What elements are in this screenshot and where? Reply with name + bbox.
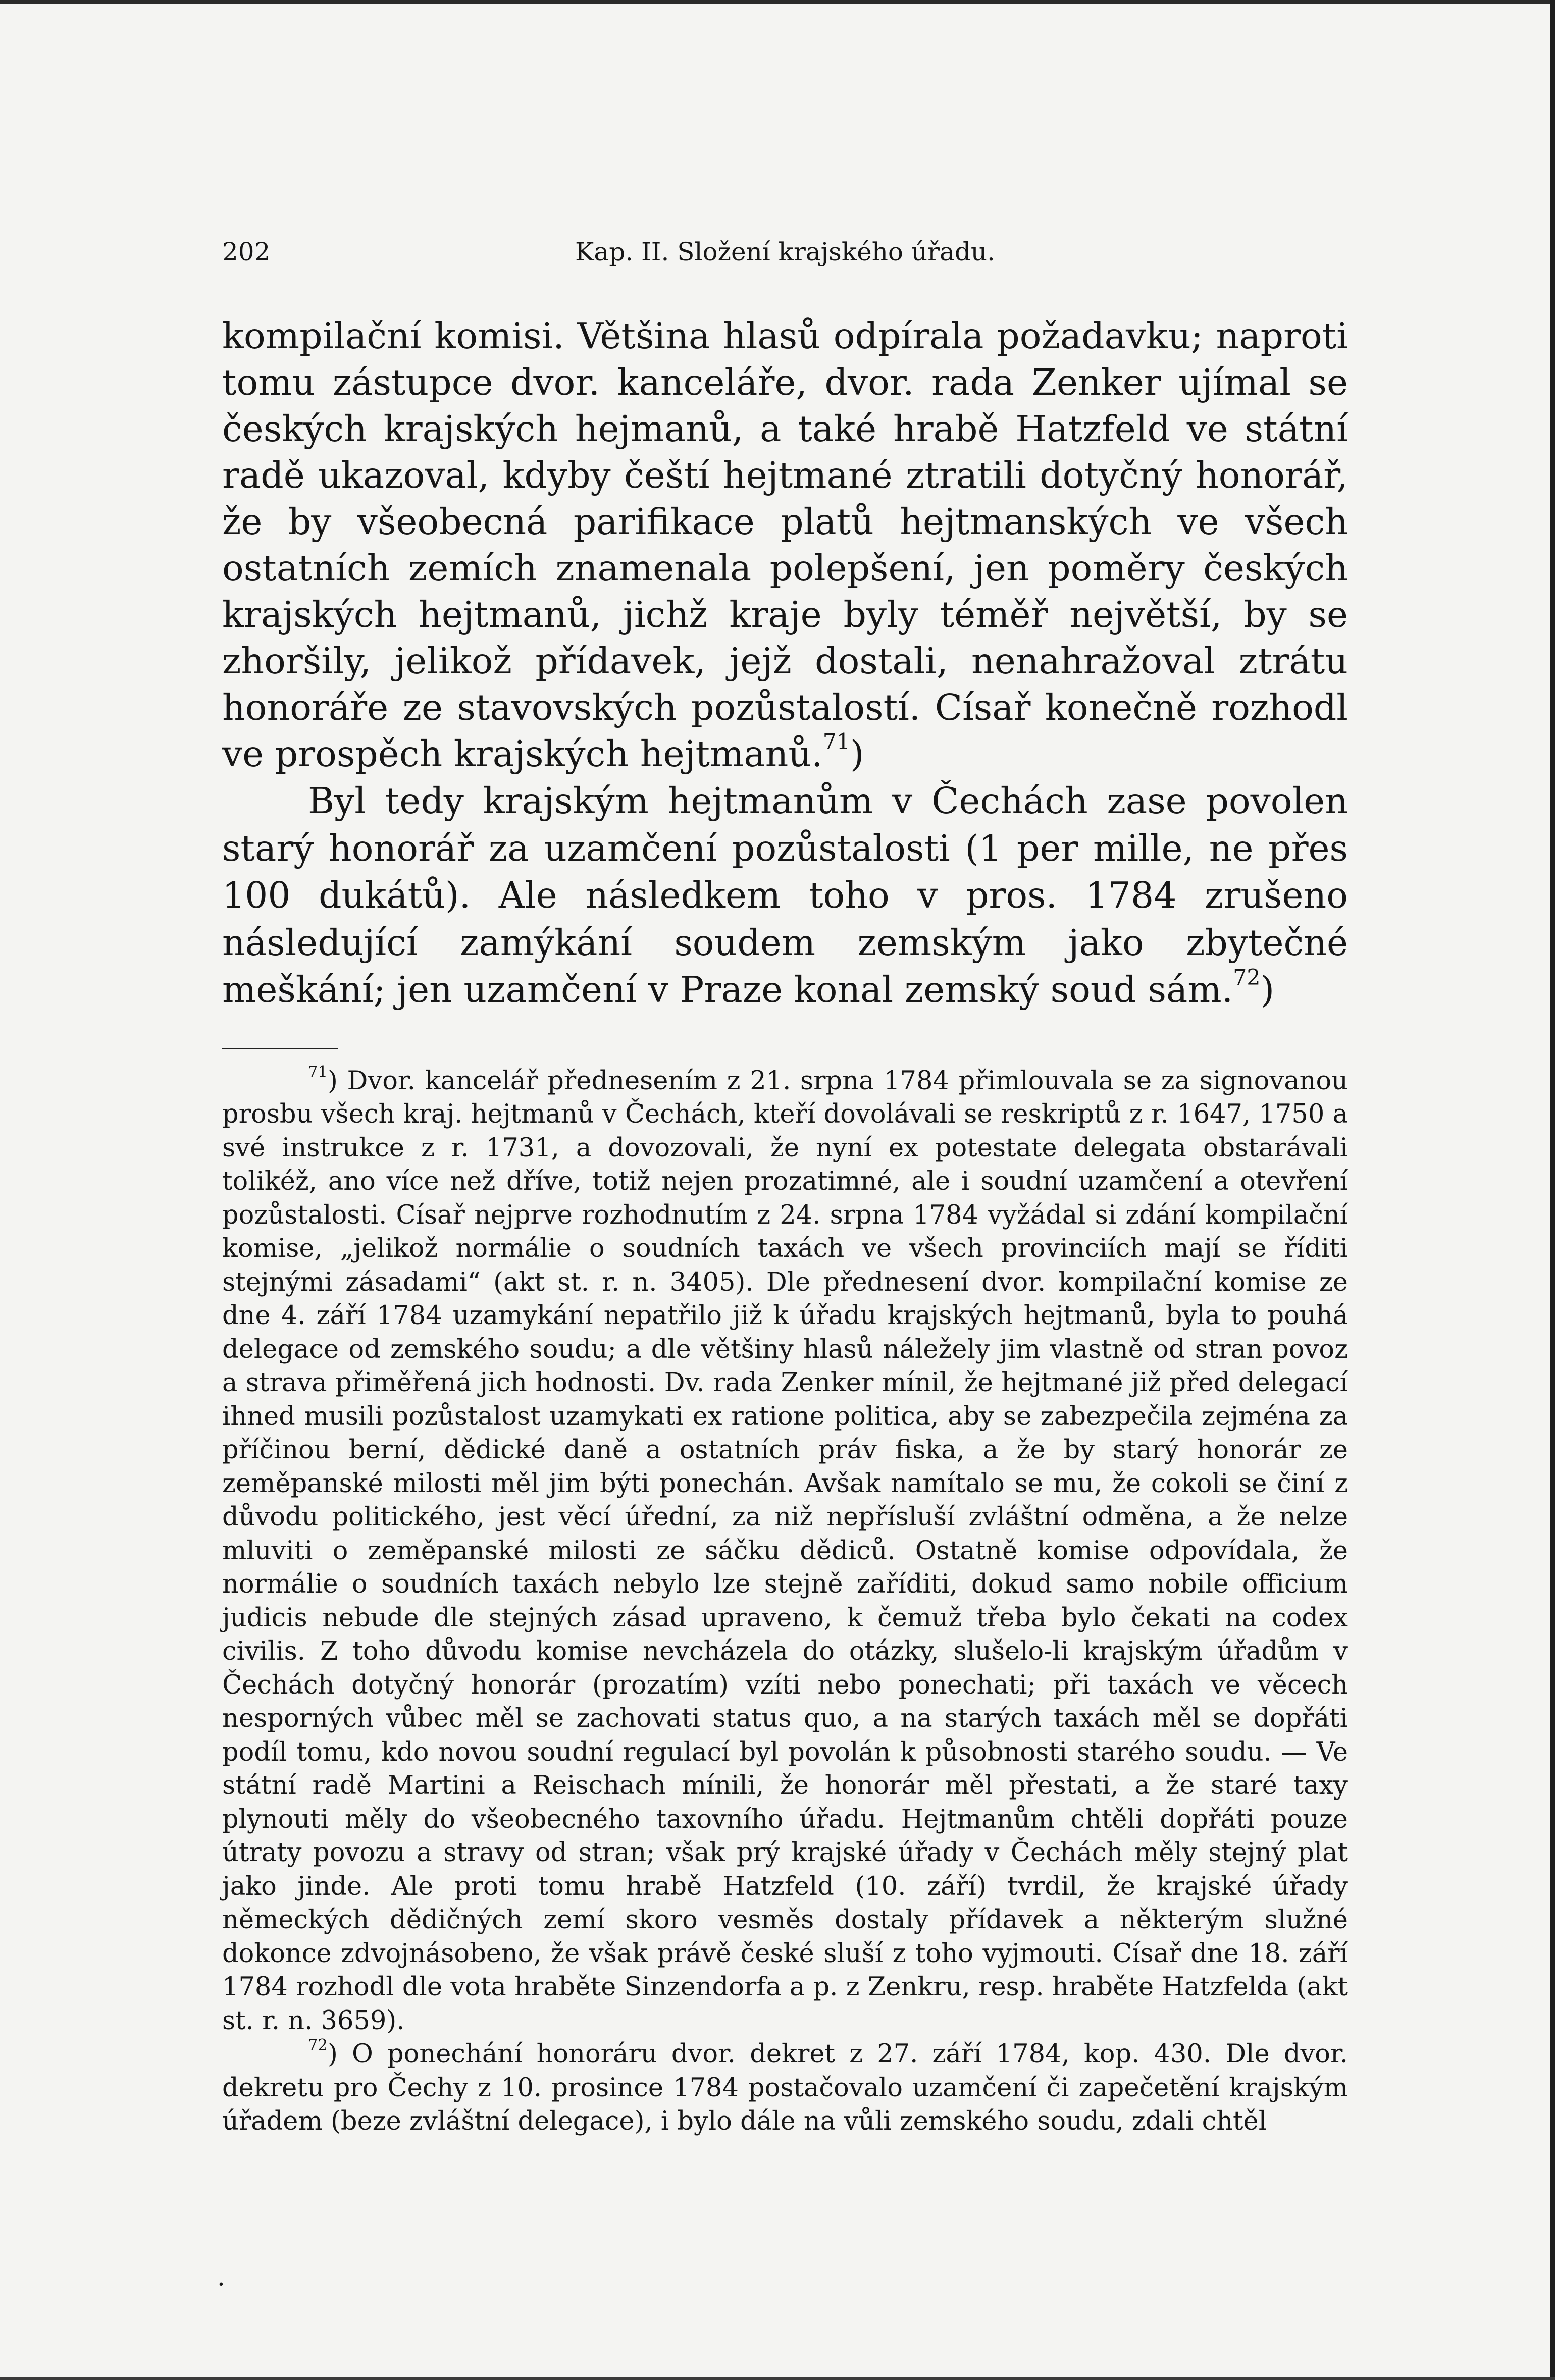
paragraph-1-text: kompilační komisi. Většina hlasů odpírala požadavku; naproti tomu zástupce dvor. kanceláře, dvor. rada Zenker ujímal se českých krajských hejmanů, a také hrabě Hatzfeld ve státní radě ukazoval, kdyby čeští hejtmané ztratili dotyčný honorář, že by všeobecná parifikace platů hejtmanských ve všech ostatních zemích znamenala polepšení, jen poměry českých krajských hejtmanů, jichž kraje byly téměř největší, by se zhoršily, jelikož přídavek, jejž dostali, nenahražoval ztrátu honoráře ze stavovských pozůstalostí. Císař konečně rozhodl ve prospěch krajských hejtmanů. [222, 315, 1348, 775]
margin-mark: · [217, 2269, 225, 2299]
paragraph-1: kompilační komisi. Většina hlasů odpírala požadavku; naproti tomu zástupce dvor. kanceláře, dvor. rada Zenker ujímal se českých krajských hejmanů, a také hrabě Hatzfeld ve státní radě ukazoval, kdyby čeští hejtmané ztratili dotyčný honorář, že by všeobecná parifikace platů hejtmanských ve všech ostatních zemích znamenala polepšení, jen poměry českých krajských hejtmanů, jichž kraje byly téměř největší, by se zhoršily, jelikož přídavek, jejž dostali, nenahražoval ztrátu honoráře ze stavovských pozůstalostí. Císař konečně rozhodl ve prospěch krajských hejtmanů.$^{71}$) [222, 315, 1348, 775]
footnote-text: O ponechání honoráru dvor. dekret z 27. září 1784, kop. 430. Dle dvor. dekretu pro Čechy z 10. prosince 1784 postačovalo uzamčení či zapečetění krajským úřadem (beze zvláštní delegace), i bylo dále na vůli zemského soudu, zdali chtěl [222, 2039, 1348, 2136]
book-page [222, 237, 1348, 2139]
running-title: Kap. II. Složení krajského úřadu. [575, 237, 995, 267]
scan-edge-bottom [0, 2377, 1555, 2380]
footnote-number: 72 [308, 2036, 328, 2054]
footnotes [222, 1065, 1348, 2139]
paragraph-2-text: Byl tedy krajským hejtmanům v Čechách zase povolen starý honorář za uzamčení pozůstalosti (1 per mille, ne přes 100 dukátů). Ale následkem toho v pros. 1784 zrušeno následující zamýkání soudem zemským jako zbytečné meškání; jen uzamčení v Praze konal zemský soud sám. [222, 780, 1348, 1011]
footnote-71: $^{71}$) Dvor. kancelář přednesením z 21. srpna 1784 přimlouvala se za signovanou prosbu všech kraj. hejtmanů v Čechách, kteří dovolávali se reskriptů z r. 1647, 1750 a své instrukce z r. 1731, a dovozovali, že nyní ex potestate delegata obstarávali tolikéž, ano více než dříve, totiž nejen prozatimné, ale i soudní uzamčení a otevření pozůstalosti. Císař nejprve rozhodnutím z 24. srpna 1784 vyžádal si zdání kompilační komise, „jelikož normálie o soudních taxách ve všech provinciích mají se říditi stejnými zásadami“ (akt st. r. n. 3405). Dle přednesení dvor. kompilační komise ze dne 4. září 1784 uzamykání nepatřilo již k úřadu krajských hejtmanů, byla to pouhá delegace od zemského soudu; a dle většiny hlasů náležely jim vlastně od stran povoz a strava přiměřená jich hodnosti. Dv. rada Zenker mínil, že hejtmané již před delegací ihned musili pozůstalost uzamykati ex ratione politica, aby se zabezpečila zejména za příčinou berní, dědické daně a ostatních práv fiska, a že by starý honorár ze zeměpanské milosti měl jim býti ponechán. Avšak namítalo se mu, že cokoli se činí z důvodu politického, jest věcí úřední, za niž nepřísluší zvláštní odměna, a že nelze mluviti o zeměpanské milosti ze sáčku dědiců. Ostatně komise odpovídala, že normálie o soudních taxách nebylo lze stejně zaříditi, dokud samo nobile officium judicis nebude dle stejných zásad upraveno, k čemuž třeba bylo čekati na codex civilis. Z toho důvodu komise nevcházela do otázky, slušelo-li krajským úřadům v Čechách dotyčný honorár (prozatím) vzíti nebo ponechati; při taxách ve věcech nesporných vůbec měl se zachovati status quo, a na starých taxách měl se dopřáti podíl tomu, kdo novou soudní regulací byl povolán k působnosti starého soudu. — Ve státní radě Martini a Reischach mínili, že honorár měl přestati, a že staré taxy plynouti měly do všeobecného taxovního úřadu. Hejtmanům chtěli dopřáti pouze útraty povozu a stravy od stran; však prý krajské úřady v Čechách měly stejný plat jako jinde. Ale proti tomu hrabě Hatzfeld (10. září) tvrdil, že krajské úřady německých dědičných zemí skoro vesměs dostaly přídavek a některým služné dokonce zdvojnásobeno, že však právě české sluší z toho vyjmouti. Císař dne 18. září 1784 rozhodl dle vota hraběte Sinzendorfa a p. z Zenkru, resp. hraběte Hatzfelda (akt st. r. n. 3659). [222, 1063, 1349, 2036]
footnote-72: $^{72}$) O ponechání honoráru dvor. dekret z 27. září 1784, kop. 430. Dle dvor. dekretu pro Čechy z 10. prosince 1784 postačovalo uzamčení či zapečetění krajským úřadem (beze zvláštní delegace), i bylo dále na vůli zemského soudu, zdali chtěl [222, 2036, 1348, 2136]
footnote-ref-71: 71 [822, 729, 850, 755]
footnote-number: 71 [308, 1063, 328, 1081]
paragraph-2: Byl tedy krajským hejtmanům v Čechách zase povolen starý honorář za uzamčení pozůstalosti (1 per mille, ne přes 100 dukátů). Ale následkem toho v pros. 1784 zrušeno následující zamýkání soudem zemským jako zbytečné meškání; jen uzamčení v Praze konal zemský soud sám.$^{72}$) [222, 780, 1348, 1011]
footnote-separator [222, 1048, 338, 1049]
footnote-text: Dvor. kancelář přednesením z 21. srpna 1784 přimlouvala se za signovanou prosbu všech kraj. hejtmanů v Čechách, kteří dovolávali se reskriptů z r. 1647, 1750 a své instrukce z r. 1731, a dovozovali, že nyní ex potestate delegata obstarávali tolikéž, ano více než dříve, totiž nejen prozatimné, ale i soudní uzamčení a otevření pozůstalosti. Císař nejprve rozhodnutím z 24. srpna 1784 vyžádal si zdání kompilační komise, „jelikož normálie o soudních taxách ve všech provinciích mají se říditi stejnými zásadami“ (akt st. r. n. 3405). Dle přednesení dvor. kompilační komise ze dne 4. září 1784 uzamykání nepatřilo již k úřadu krajských hejtmanů, byla to pouhá delegace od zemského soudu; a dle většiny hlasů náležely jim vlastně od stran povoz a strava přiměřená jich hodnosti. Dv. rada Zenker mínil, že hejtmané již před delegací ihned musili pozůstalost uzamykati ex ratione politica, aby se zabezpečila zejména za příčinou berní, dědické daně a ostatních práv fiska, a že by starý honorár ze zeměpanské milosti měl jim býti ponechán. Avšak namítalo se mu, že cokoli se činí z důvodu politického, jest věcí úřední, za niž nepřísluší zvláštní odměna, a že nelze mluviti o zeměpanské milosti ze sáčku dědiců. Ostatně komise odpovídala, že normálie o soudních taxách nebylo lze stejně zaříditi, dokud samo nobile officium judicis nebude dle stejných zásad upraveno, k čemuž třeba bylo čekati na codex civilis. Z toho důvodu komise nevcházela do otázky, slušelo-li krajským úřadům v Čechách dotyčný honorár (prozatím) vzíti nebo ponechati; při taxách ve věcech nesporných vůbec měl se zachovati status quo, a na starých taxách měl se dopřáti podíl tomu, kdo novou soudní regulací byl povolán k působnosti starého soudu. — Ve státní radě Martini a Reischach mínili, že honorár měl přestati, a že staré taxy plynouti měly do všeobecného taxovního úřadu. Hejtmanům chtěli dopřáti pouze útraty povozu a stravy od stran; však prý krajské úřady v Čechách měly stejný plat jako jinde. Ale proti tomu hrabě Hatzfeld (10. září) tvrdil, že krajské úřady německých dědičných zemí skoro vesměs dostaly přídavek a některým služné dokonce zdvojnásobeno, že však právě české sluší z toho vyjmouti. Císař dne 18. září 1784 rozhodl dle vota hraběte Sinzendorfa a p. z Zenkru, resp. hraběte Hatzfelda (akt st. r. n. 3659). [222, 1066, 1349, 2036]
footnote-ref-72: 72 [1233, 965, 1261, 990]
scan-edge-top [0, 0, 1555, 4]
page-number: 202 [222, 237, 271, 267]
scan-edge-right [1550, 0, 1555, 2380]
page-header [222, 237, 1348, 278]
main-text [222, 313, 1348, 1014]
